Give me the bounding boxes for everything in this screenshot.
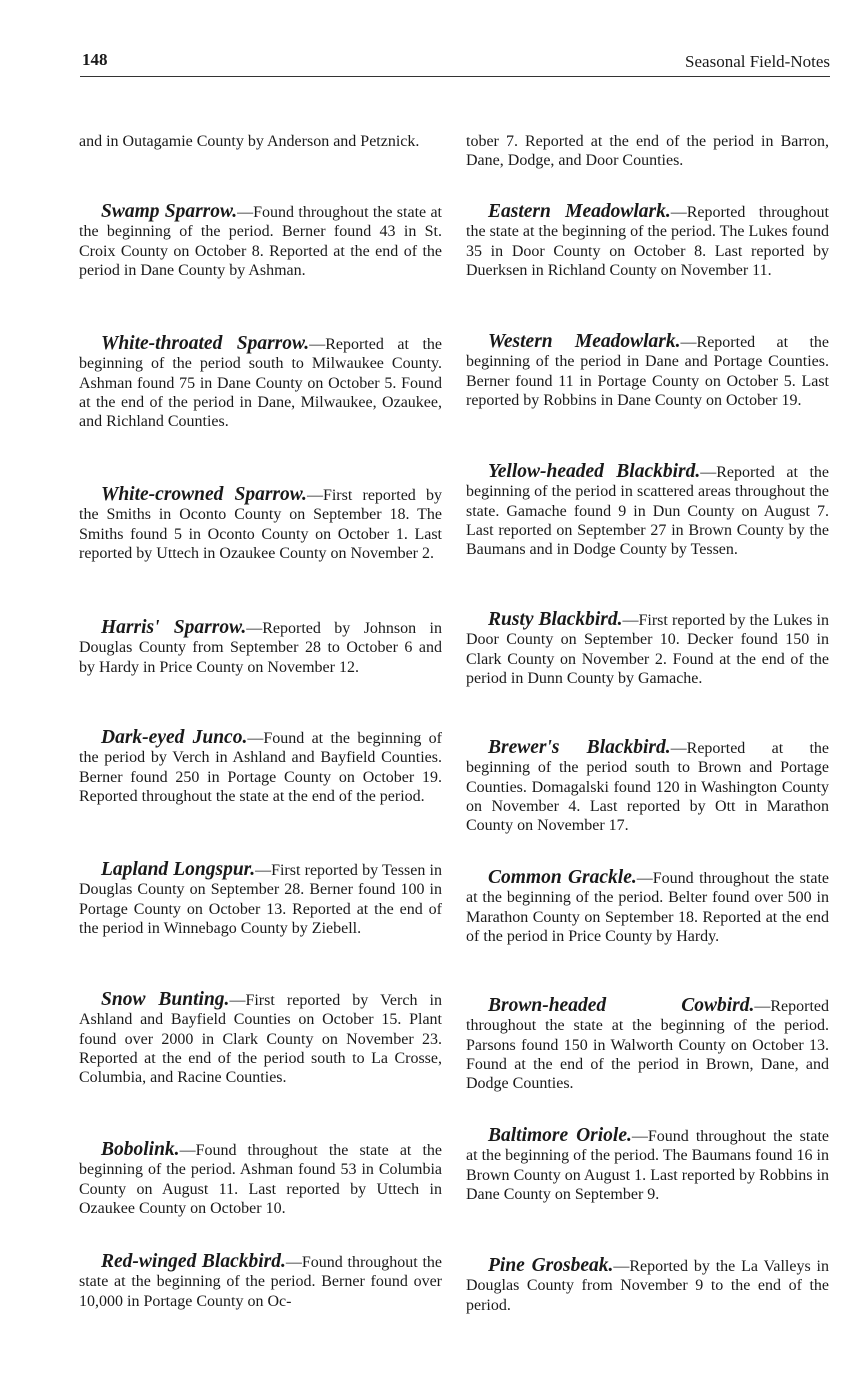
entry-text: —First reported by Tessen in Douglas County on September 28. Berner found 100 in Portage County on October 13. Reported at the end of the period in Winnebago County by Ziebell. (79, 862, 442, 937)
entry-bobolink (79, 1140, 442, 1218)
entry-text: and in Outagamie County by Anderson and Petznick. (79, 133, 420, 150)
entry-text: —Reported at the beginning of the period south to Brown and Portage Counties. Domagalski found 120 in Washington County on November 4. Last reported by Ott in Marathon County on November 17. (466, 740, 830, 835)
entry-text: —Found at the beginning of the period by Verch in Ashland and Bayfield Counties. Berner found 250 in Portage County on October 19. Reported throughout the state at the end of the period. (79, 730, 443, 805)
page-header (80, 50, 830, 77)
species-name: White-crowned Sparrow. (101, 484, 307, 505)
entry-text: —Found throughout the state at the beginning of the period. Ashman found 53 in Columbia County on August 11. Last reported by Uttech in Ozaukee County on October 10. (79, 1142, 442, 1217)
species-name: Harris' Sparrow. (101, 617, 247, 638)
entry-harris-sparrow (79, 618, 442, 677)
page-number: 148 (82, 50, 108, 69)
entry-text: —First reported by the Lukes in Door County on September 10. Decker found 150 in Clark County on November 2. Found at the end of the period in Dunn County by Gamache. (466, 612, 829, 687)
entry-dark-eyed-junco (79, 728, 442, 806)
entry-continuation (79, 132, 442, 151)
species-name: Swamp Sparrow. (101, 201, 238, 222)
entry-yellow-headed-blackbird (466, 462, 829, 559)
species-name: Dark-eyed Junco. (101, 727, 248, 748)
species-name: Bobolink. (101, 1139, 180, 1160)
entry-text: —Reported throughout the state at the beginning of the period. Parsons found 150 in Walworth County on October 13. Found at the end of the period in Brown, Dane, and Dodge Counties. (466, 998, 829, 1093)
species-name: Western Meadowlark. (488, 331, 681, 352)
entry-text: —Found throughout the state at the beginning of the period. Berner found over 10,000 in Portage County on Oc- (79, 1254, 442, 1310)
entry-brewers-blackbird (466, 738, 829, 835)
species-name: Pine Grosbeak. (488, 1255, 614, 1276)
entry-text: —First reported by Verch in Ashland and Bayfield Counties on October 15. Plant found over 2000 in Clark County on November 23. Reported at the end of the period south to La Crosse, Columbia, and Racine Counties. (79, 992, 442, 1087)
running-title: Seasonal Field-Notes (685, 52, 830, 71)
species-name: Yellow-headed Blackbird. (488, 461, 701, 482)
species-name: Brewer's Blackbird. (488, 737, 671, 758)
entry-text: —Reported by Johnson in Douglas County from September 28 to October 6 and by Hardy in Price County on November 12. (79, 620, 442, 676)
entry-eastern-meadowlark (466, 202, 829, 280)
entry-text: tober 7. Reported at the end of the period in Barron, Dane, Dodge, and Door Counties. (466, 133, 829, 170)
species-name: Brown-headed Cowbird. (488, 995, 755, 1016)
entry-text: —Reported by the La Valleys in Douglas County from November 9 to the end of the period. (466, 1258, 829, 1314)
entry-western-meadowlark (466, 332, 829, 410)
entry-white-throated-sparrow (79, 334, 442, 431)
entry-pine-grosbeak (466, 1256, 829, 1315)
species-name: White-throated Sparrow. (101, 333, 310, 354)
entry-text: —Found throughout the state at the beginning of the period. Berner found 43 in St. Croix County on October 8. Reported at the end of the period in Dane County by Ashman. (79, 204, 442, 279)
entry-text: —Reported at the beginning of the period in scattered areas throughout the state. Gamache found 9 in Dun County on August 7. Last reported on September 27 in Brown County by the Baumans and in Dodge County by Tessen. (466, 464, 830, 559)
entry-common-grackle (466, 868, 829, 946)
entry-text: —Reported at the beginning of the period in Dane and Portage Counties. Berner found 11 in Portage County on October 5. Last reported by Robbins in Dane County on October 19. (466, 334, 829, 409)
species-name: Lapland Longspur. (101, 859, 256, 880)
entry-baltimore-oriole (466, 1126, 829, 1204)
species-name: Common Grackle. (488, 867, 637, 888)
entry-text: —Found throughout the state at the beginning of the period. Belter found over 500 in Marathon County on September 18. Reported at the end of the period in Price County by Hardy. (466, 870, 830, 945)
species-name: Eastern Meadowlark. (488, 201, 671, 222)
entry-text: —Reported at the beginning of the period south to Milwaukee County. Ashman found 75 in Dane County on October 5. Found at the end of the period in Dane, Milwaukee, Ozaukee, and Richland Counties. (79, 336, 442, 431)
entry-lapland-longspur (79, 860, 442, 938)
entry-red-winged-blackbird (79, 1252, 442, 1311)
entry-text: —Reported throughout the state at the beginning of the period. The Lukes found 35 in Door County on October 8. Last reported by Duerksen in Richland County on November 11. (466, 204, 829, 279)
species-name: Baltimore Oriole. (488, 1125, 632, 1146)
entry-white-crowned-sparrow (79, 485, 442, 563)
entry-rusty-blackbird (466, 610, 829, 688)
entry-text: —Found throughout the state at the beginning of the period. The Baumans found 16 in Brown County on August 1. Last reported by Robbins in Dane County on September 9. (466, 1128, 830, 1203)
species-name: Red-winged Blackbird. (101, 1251, 286, 1272)
entry-text: —First reported by the Smiths in Oconto County on September 18. The Smiths found 5 in Oconto County on October 1. Last reported by Uttech in Ozaukee County on November 2. (79, 487, 442, 562)
species-name: Rusty Blackbird. (488, 609, 623, 630)
species-name: Snow Bunting. (101, 989, 230, 1010)
entry-continuation (466, 132, 829, 171)
entry-snow-bunting (79, 990, 442, 1087)
entry-swamp-sparrow (79, 202, 442, 280)
entry-brown-headed-cowbird (466, 996, 829, 1093)
